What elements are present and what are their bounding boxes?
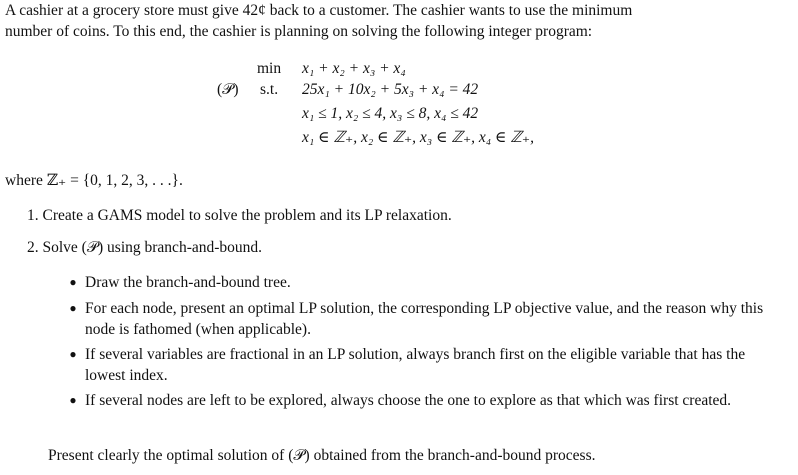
intro-paragraph bbox=[5, 0, 632, 42]
task-item-2: 2. Solve (𝒫) using branch-and-bound. bbox=[27, 239, 263, 256]
bullet-item-2: For each node, present an optimal LP solution, the corresponding LP objective value, and the reason why this node is fathomed (when applicable). bbox=[85, 300, 764, 338]
integer-program bbox=[0, 58, 798, 168]
bullet-icon: ● bbox=[69, 301, 77, 315]
bullet-icon: ● bbox=[69, 275, 77, 289]
bullet-icon: ● bbox=[69, 347, 77, 361]
bullet-icon: ● bbox=[69, 393, 77, 407]
intro-line-2: number of coins. To this end, the cashier is planning on solving the following integer program: bbox=[5, 23, 593, 40]
integrality-constraints: x₁ ∈ ℤ₊, x₂ ∈ ℤ₊, x₃ ∈ ℤ₊, x₄ ∈ ℤ₊, bbox=[302, 129, 534, 146]
final-instruction: Present clearly the optimal solution of (𝒫) obtained from the branch-and-bound process. bbox=[48, 447, 596, 464]
program-label: (𝒫) bbox=[217, 81, 239, 98]
bound-constraints: x₁ ≤ 1, x₂ ≤ 4, x₃ ≤ 8, x₄ ≤ 42 bbox=[302, 105, 479, 122]
intro-line-1: A cashier at a grocery store must give 42¢ back to a customer. The cashier wants to use the minimum bbox=[5, 2, 633, 19]
task-item-1: 1. Create a GAMS model to solve the problem and its LP relaxation. bbox=[27, 207, 452, 224]
equality-constraint: 25x₁ + 10x₂ + 5x₃ + x₄ = 42 bbox=[302, 81, 479, 98]
bullet-item-4: If several nodes are left to be explored, always choose the one to explore as that which was first created. bbox=[85, 392, 732, 409]
st-label: s.t. bbox=[260, 81, 279, 98]
where-definition: where ℤ₊ = {0, 1, 2, 3, . . .}. bbox=[5, 172, 183, 189]
bullet-item-3: If several variables are fractional in an LP solution, always branch first on the eligible variable that has the lowest index. bbox=[85, 346, 746, 384]
objective: x₁ + x₂ + x₃ + x₄ bbox=[302, 60, 406, 77]
min-label: min bbox=[257, 60, 282, 77]
bullet-item-1: Draw the branch-and-bound tree. bbox=[85, 274, 291, 291]
